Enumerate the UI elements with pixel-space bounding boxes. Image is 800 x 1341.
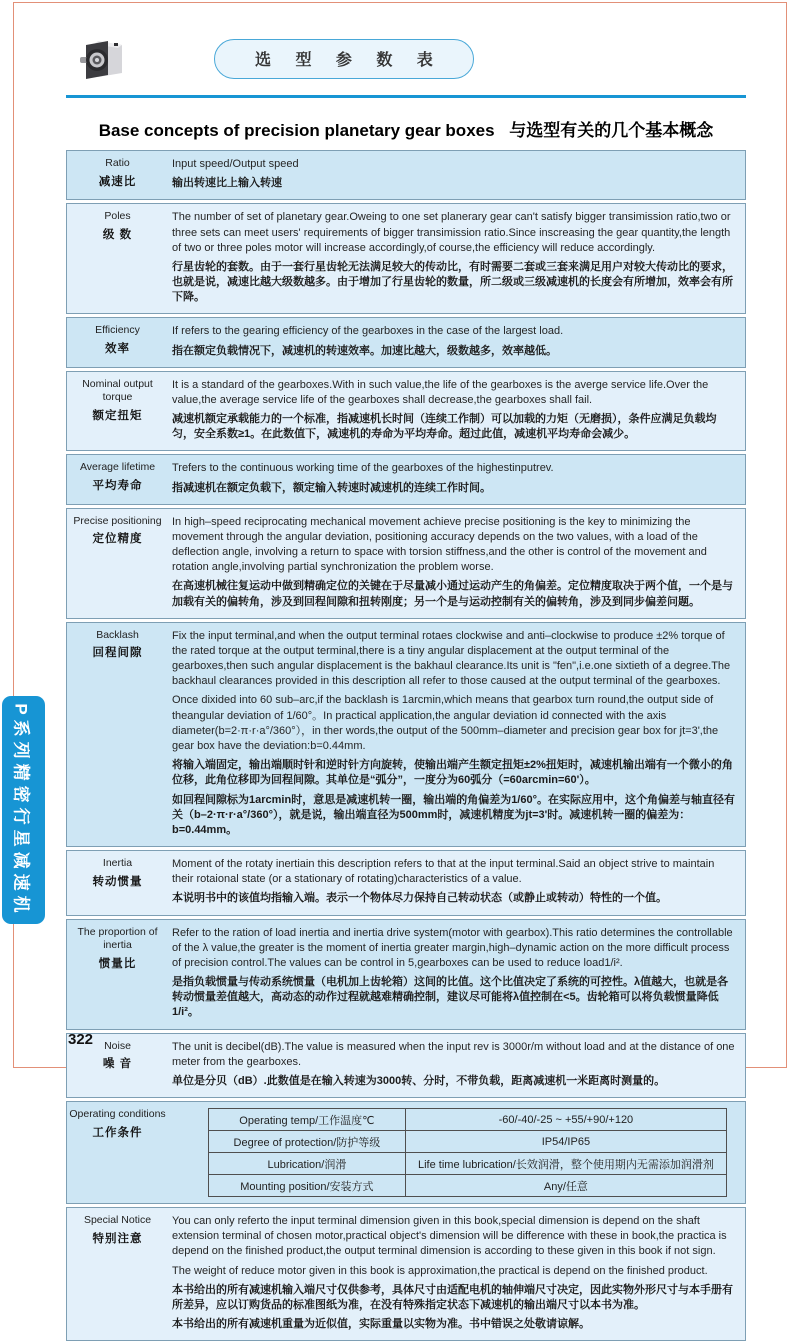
row-label — [67, 151, 168, 199]
row-label — [67, 920, 168, 1029]
table-row — [66, 203, 746, 314]
row-label-zh: 噪 音 — [102, 1058, 133, 1071]
gearbox-product-icon — [78, 34, 128, 84]
row-paragraph-zh: 本书给出的所有减速机输入端尺寸仅供参考，具体尺寸由适配电机的轴伸端尺寸决定，因此实物外形尺寸与本手册有所差异，应以订购货品的标准图纸为准，在没有特殊指定状态下减速机的输出端尺寸以本书为准。 — [172, 1283, 733, 1311]
row-content — [168, 509, 745, 618]
row-paragraph-zh: 行星齿轮的套数。由于一套行星齿轮无法满足较大的传动比，有时需要二套或三套来满足用户对较大传动比的要求，也就是说，减速比越大级数越多。由于增加了行星齿轮的数量，所二级或三级减速机的长度会有所增加，效率会有所下降。 — [172, 260, 733, 304]
operating-conditions-row — [209, 1175, 727, 1197]
row-label — [67, 455, 168, 503]
table-row — [66, 1207, 746, 1341]
row-label-zh: 定位精度 — [92, 533, 143, 546]
row-paragraph-zh: 是指负载惯量与传动系统惯量（电机加上齿轮箱）这间的比值。这个比值决定了系统的可控性。λ值越大，也就是各转动惯量差值越大，高动态的动作过程就越难精确控制，建议尽可能将λ值控制在<5。齿轮箱可以将负载惯量降低1/i²。 — [172, 976, 729, 1019]
row-label-zh: 特别注意 — [92, 1232, 143, 1245]
row-content — [168, 151, 745, 199]
table-row — [66, 1033, 746, 1099]
row-paragraph-zh: 本书给出的所有减速机重量为近似值，实际重量以实物为准。书中错误之处敬请谅解。 — [172, 1318, 590, 1331]
condition-label: Operating temp/工作温度℃ — [209, 1109, 406, 1131]
page-title-zh: 与选型有关的几个基本概念 — [509, 121, 714, 140]
row-content — [168, 1034, 745, 1098]
row-label-en: The proportion of inertia — [77, 925, 158, 952]
row-paragraph-en: In high–speed reciprocating mechanical movement achieve precise positioning is the key to minimizing the movement through the angular deviation, positioning accuracy depends on the two values, with a load of the deflection angle, involving a return to space with torsion stiffness,and the other is control of the movement and rotation angle,involving partial synchronization the problem worse. — [172, 515, 707, 574]
section-title-pill — [214, 39, 474, 79]
row-label — [67, 851, 168, 915]
row-paragraph-en: The unit is decibel(dB).The value is measured when the input rev is 3000r/m without load and at the distance of one meter from the gearboxes. — [172, 1040, 735, 1068]
row-content — [168, 1208, 745, 1340]
row-paragraph-zh: 减速机额定承载能力的一个标准，指减速机长时间（连续工作制）可以加载的力矩（无磨损），条件应满足负载均匀，安全系数≥1。在此数值下，减速机的寿命为平均寿命。超过此值，减速机平均寿命会减少。 — [172, 413, 717, 441]
operating-conditions-row — [209, 1153, 727, 1175]
table-row — [66, 150, 746, 200]
operating-conditions-row — [209, 1109, 727, 1131]
row-label-zh: 惯量比 — [98, 957, 137, 970]
page-content — [66, 0, 746, 1341]
operating-conditions-row — [209, 1131, 727, 1153]
row-paragraph-en: Fix the input terminal,and when the output terminal rotaes clockwise and anti–clockwise to produce ±2% torque of the rated torque at the output terminal,there is a tiny angular displacement at the output terminal of the gearboxes,then such angular displacement is the bakhaul clearance.Its unit is "fen",i.e.one sixtieth of a degree.The backhaul clearances provided in this description all refer to those caused at the output terminal of the gearboxes. — [172, 629, 731, 688]
table-row — [66, 622, 746, 847]
row-content — [168, 204, 745, 313]
row-label — [67, 509, 168, 618]
row-label-en: Backlash — [96, 628, 139, 641]
row-label-en: Poles — [104, 210, 131, 223]
row-label-en: Average lifetime — [79, 461, 156, 474]
page-number: 322 — [68, 1031, 94, 1048]
operating-conditions-table — [208, 1108, 727, 1197]
row-label-en: Efficiency — [95, 324, 140, 337]
row-paragraph-en: It is a standard of the gearboxes.With in such value,the life of the gearboxes is the averge service life.Over the value,the average service life of the gearboxes shall decrease,the gearboxes shall fail. — [172, 378, 709, 406]
row-content — [168, 920, 745, 1029]
condition-value: -60/-40/-25 ~ +55/+90/+120 — [405, 1109, 726, 1131]
condition-value: Any/任意 — [405, 1175, 726, 1197]
row-label-en: Operating conditions — [69, 1108, 166, 1121]
row-paragraph-en: Once dixided into 60 sub–arc,if the backlash is 1arcmin,which means that gearbox turn round,the output side of theangular deviation of 1/60°。In practical application,the angular deviation id connected with the axis diameter(b=2·π·r·a°/360°），in ther words,the output of the 500mm–diameter and precision gear box for jt=3',the gear box have the deviation:b=0.44mm. — [172, 694, 719, 752]
table-row — [66, 919, 746, 1030]
row-label-zh: 效率 — [105, 343, 130, 356]
table-row — [66, 454, 746, 504]
row-label-en: Nominal output torque — [82, 377, 153, 404]
row-paragraph-zh: 在高速机械往复运动中做到精确定位的关键在于尽量减小通过运动产生的角偏差。定位精度取决于两个值，一个是与加载有关的偏转角，涉及到回程间隙和扭转刚度；另一个是与运动控制有关的偏转角，涉及到同步偏差问题。 — [172, 580, 733, 608]
row-paragraph-zh: 将输入端固定，输出端顺时针和逆时针方向旋转，使输出端产生额定扭矩±2%扭矩时，减速机输出端有一个微小的角位移，此角位移即为回程间隙。其单位是“弧分”，一度分为60弧分（=60arcmin=60'）。 — [172, 759, 733, 787]
header-divider — [66, 95, 746, 98]
row-paragraph-en: Moment of the rotaty inertiain this description refers to that at the input terminal.Said an object strive to maintain their rotaional state (or a stationary of rotating)characteristics of a value. — [172, 858, 715, 886]
row-label-zh: 级 数 — [102, 228, 133, 241]
row-content — [168, 1102, 745, 1203]
row-paragraph-zh: 如回程间隙标为1arcmin时，意思是减速机转一圈，输出端的角偏差为1/60°。在实际应用中，这个角偏差与轴直径有关（b–2·π·r·a°/360°），就是说，输出端直径为500mm时，减速机精度为jt=3'时。减速机转一圈的偏差为：b=0.44mm。 — [172, 793, 735, 836]
table-row — [66, 1101, 746, 1204]
page-title-en: Base concepts of precision planetary gear boxes — [98, 121, 495, 140]
row-label — [67, 204, 168, 313]
row-paragraph-zh: 本说明书中的该值均指输入端。表示一个物体尽力保持自己转动状态（或静止或转动）特性的一个值。 — [172, 892, 667, 905]
row-label — [67, 1102, 168, 1203]
section-title: 选 型 参 数 表 — [255, 52, 443, 69]
table-row — [66, 508, 746, 619]
row-label — [67, 318, 168, 366]
row-paragraph-zh: 单位是分贝（dB）.此数值是在输入转速为3000转、分时，不带负载，距离减速机一米距离时测量的。 — [172, 1074, 666, 1087]
condition-label: Lubrication/润滑 — [209, 1153, 406, 1175]
row-label-zh: 减速比 — [98, 175, 137, 188]
row-paragraph-en: The number of set of planetary gear.Oweing to one set planerary gear can't satisfy bigger transimission ratio,two or three sets can meet users' requirements of bigger transimission ratio.Since inscreasing the gear quantity,the length of two or three poles motor will increase accordingly,of course,the efficiency will reduce accordingly. — [172, 211, 731, 254]
concepts-table — [66, 150, 746, 1341]
row-label-en: Noise — [104, 1039, 131, 1052]
page-header — [66, 30, 746, 88]
table-row — [66, 317, 746, 367]
row-paragraph-zh: 输出转速比上输入转速 — [172, 177, 282, 190]
row-paragraph-en: The weight of reduce motor given in this book is approximation,the practical is depend on the finished product. — [172, 1264, 708, 1277]
row-paragraph-zh: 指在额定负载情况下，减速机的转速效率。加速比越大，级数越多，效率越低。 — [172, 344, 557, 357]
row-paragraph-en: Refer to the ration of load inertia and inertia drive system(motor with gearbox).This ratio determines the controllable of the λ value,the greater is the moment of inertia greater margin,high–dynamic action on the more difficult process of precision control.The values can be control in 5,gearboxes can be used to reduce load1/i². — [172, 926, 733, 969]
row-content — [168, 623, 745, 846]
row-content — [168, 455, 745, 503]
row-paragraph-en: Input speed/Output speed — [172, 158, 299, 170]
row-label-zh: 转动惯量 — [92, 875, 143, 888]
row-label-en: Ratio — [105, 157, 130, 169]
row-label-zh: 平均寿命 — [92, 480, 143, 493]
row-paragraph-en: If refers to the gearing efficiency of the gearboxes in the case of the largest load. — [172, 325, 564, 338]
row-paragraph-zh: 指减速机在额定负载下，额定输入转速时减速机的连续工作时间。 — [172, 481, 491, 494]
row-paragraph-en: Trefers to the continuous working time of the gearboxes of the highestinputrev. — [172, 462, 554, 475]
sidebar-tab-label: P系列精密行星减速机 — [12, 702, 31, 918]
row-label — [67, 372, 168, 451]
row-label — [67, 623, 168, 846]
condition-value: Life time lubrication/长效润滑，整个使用期内无需添加润滑剂 — [405, 1153, 726, 1175]
row-label-zh: 额定扭矩 — [92, 410, 143, 422]
row-content — [168, 851, 745, 915]
row-label-en: Precise positioning — [73, 514, 162, 527]
row-label-zh: 工作条件 — [92, 1126, 143, 1139]
sidebar-tab-p-series — [2, 696, 45, 924]
page-title — [66, 116, 746, 141]
condition-value: IP54/IP65 — [405, 1131, 726, 1153]
table-row — [66, 371, 746, 452]
row-label — [67, 1208, 168, 1340]
condition-label: Mounting position/安装方式 — [209, 1175, 406, 1197]
row-content — [168, 318, 745, 366]
row-label-zh: 回程间隙 — [92, 647, 143, 660]
row-paragraph-en: You can only referto the input terminal dimension given in this book,special dimension is depend on the shaft extension terminal of chosen motor,practical object's dimension will be difference with these in book,the practica is depend on the finished product,the output terminal dimension is according to these given in this book if not sign. — [172, 1215, 727, 1258]
row-content — [168, 372, 745, 451]
condition-label: Degree of protection/防护等级 — [209, 1131, 406, 1153]
row-label-en: Special Notice — [83, 1214, 152, 1227]
table-row — [66, 850, 746, 916]
row-label-en: Inertia — [102, 857, 133, 870]
